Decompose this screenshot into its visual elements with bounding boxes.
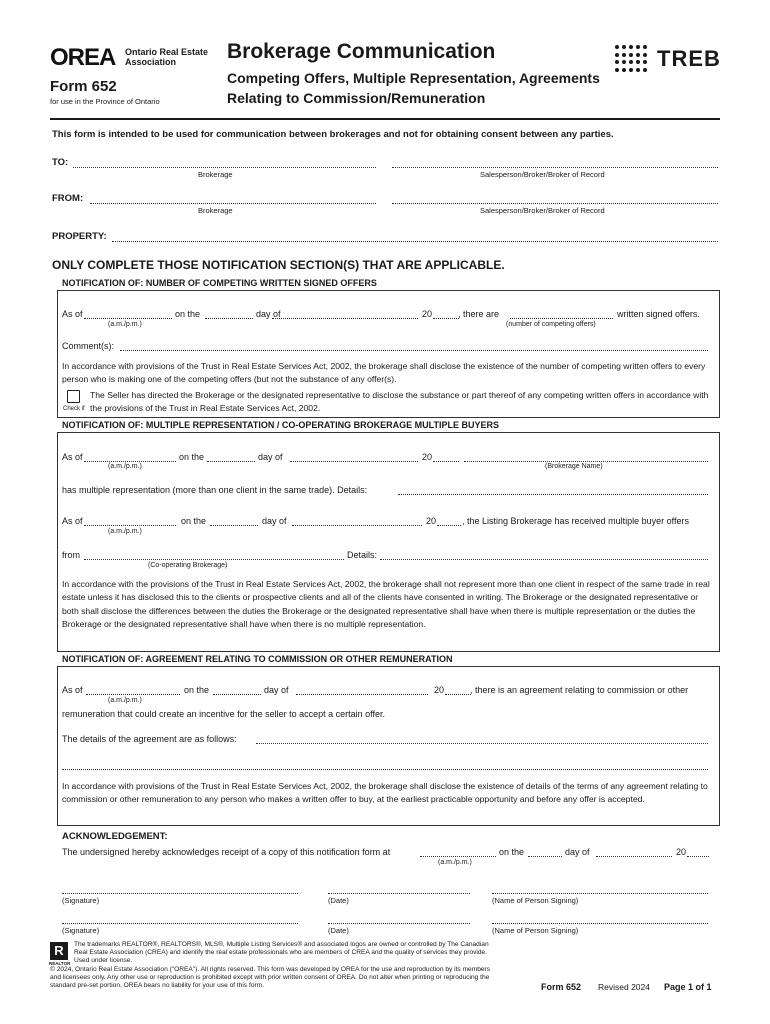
province-note: for use in the Province of Ontario: [50, 97, 160, 106]
form-number: Form 652: [50, 78, 117, 95]
s1-number-field[interactable]: [510, 309, 613, 319]
section2-title: NOTIFICATION OF: MULTIPLE REPRESENTATION / CO-OPERATING BROKERAGE MULTIPLE BUYERS: [62, 420, 499, 430]
s2-has-multiple: has multiple representation (more than one client in the same trade). Details:: [62, 485, 368, 495]
signature-caption-2: (Signature): [62, 926, 100, 935]
ack-year-prefix: 20: [676, 847, 687, 857]
date-caption-2: (Date): [328, 926, 349, 935]
ack-year-field[interactable]: [687, 847, 709, 857]
signature-field-2[interactable]: [62, 914, 298, 924]
s2-day-field-2[interactable]: [210, 516, 258, 526]
s2-details-field-2[interactable]: [380, 550, 708, 560]
footer-revised: Revised 2024: [598, 982, 650, 992]
section3-title: NOTIFICATION OF: AGREEMENT RELATING TO COMMISSION OR OTHER REMUNERATION: [62, 654, 453, 664]
s3-ampm-caption: (a.m./p.m.): [108, 697, 142, 704]
s1-year-field[interactable]: [433, 309, 459, 319]
s1-there-are: , there are: [458, 309, 500, 319]
s2-on-the: on the: [179, 452, 205, 462]
s1-comments-label: Comment(s):: [62, 341, 115, 351]
s2-year-field-2[interactable]: [437, 516, 461, 526]
ack-on-the: on the: [499, 847, 525, 857]
date-field-1[interactable]: [328, 884, 470, 894]
s3-remuneration: remuneration that could create an incentive for the seller to accept a certain offer.: [62, 709, 386, 719]
s2-month-field[interactable]: [290, 452, 418, 462]
treb-wordmark: TREB: [657, 46, 721, 71]
to-brokerage-caption: Brokerage: [198, 170, 233, 179]
s1-check-if: Check if: [63, 406, 85, 412]
s2-brokerage-caption: (Brokerage Name): [545, 463, 603, 470]
s3-paragraph: In accordance with provisions of the Trust in Real Estate Services Act, 2002, the brokerage shall disclose the existence of details of the terms of any agreement relating to commission or other remuneration to any person who makes a written offer to buy, at the earliest practicable opportunity and before any offer is accepted.: [62, 781, 708, 805]
s1-seller-directed-checkbox[interactable]: [67, 390, 80, 403]
s2-ampm-caption: (a.m./p.m.): [108, 463, 142, 470]
from-salesperson-field[interactable]: [392, 194, 718, 204]
s2-as-of-2: As of: [62, 516, 83, 526]
s1-time-field[interactable]: [84, 309, 172, 319]
realtor-logo-icon: R: [50, 942, 68, 960]
s2-as-of: As of: [62, 452, 83, 462]
s2-time-field[interactable]: [84, 452, 176, 462]
name-caption-2: (Name of Person Signing): [492, 926, 579, 935]
s2-coop-brokerage-field[interactable]: [84, 550, 344, 560]
s3-month-field[interactable]: [296, 685, 428, 695]
ack-ampm-caption: (a.m./p.m.): [438, 859, 472, 866]
s2-day-field[interactable]: [207, 452, 255, 462]
s1-day-of: day of: [256, 309, 281, 319]
s1-paragraph: In accordance with provisions of the Trust in Real Estate Services Act, 2002, the brokerage shall disclose the existence of the number of competing written offers to every person who is making one of the competing offers (but not the substance of any offer(s).: [62, 361, 706, 385]
s3-day-of: day of: [264, 685, 289, 695]
s3-details-field-2[interactable]: [62, 760, 708, 770]
ack-time-field[interactable]: [420, 847, 496, 857]
orea-logo: OREA: [50, 44, 116, 71]
s1-written-signed: written signed offers.: [617, 309, 700, 319]
s2-day-of: day of: [258, 452, 283, 462]
s2-details-label: Details:: [347, 550, 378, 560]
s1-day-field[interactable]: [205, 309, 253, 319]
form-title: Brokerage Communication: [227, 40, 496, 63]
ack-title: ACKNOWLEDGEMENT:: [62, 831, 168, 842]
s1-year-prefix: 20: [422, 309, 433, 319]
treb-logo: [615, 45, 721, 73]
treb-dots-icon: [615, 45, 651, 73]
s2-day-of-2: day of: [262, 516, 287, 526]
s3-day-field[interactable]: [213, 685, 261, 695]
from-label: FROM:: [52, 193, 84, 204]
to-salesperson-field[interactable]: [392, 158, 718, 168]
s1-as-of: As of: [62, 309, 83, 319]
s2-year-prefix: 20: [422, 452, 433, 462]
s3-details-label: The details of the agreement are as follows:: [62, 734, 237, 744]
to-label: TO:: [52, 157, 69, 168]
copyright-notice: © 2024, Ontario Real Estate Association ("OREA"). All rights reserved. This form was developed by OREA for the use and reproduction by its members and licensees only. Any other use or reproduction is prohibited except with prior written consent of OREA. Do not alter when printing or reproducing the standard pre-set portion. OREA bears no liability for your use of this form.: [50, 966, 491, 989]
s3-on-the: on the: [184, 685, 210, 695]
s2-from: from: [62, 550, 80, 560]
s2-time-field-2[interactable]: [84, 516, 176, 526]
s1-on-the: on the: [175, 309, 201, 319]
s2-paragraph: In accordance with the provisions of the Trust in Real Estate Services Act, 2002, the brokerage shall not represent more than one client in respect of the same trade in real estate unless it has disclosed this to the clients or prospective clients and all of the clients have consented in writing. The Brokerage or the designated representative or both shall disclose the differences between the duties the Brokerage or the designated representative shall have when there is multiple representation or the duties the Brokerage or the designated representative shall have when there is no multiple representation.: [62, 579, 710, 629]
footer-page-number: Page 1 of 1: [664, 982, 712, 992]
property-label: PROPERTY:: [52, 231, 107, 242]
property-field[interactable]: [112, 232, 718, 242]
ack-text: The undersigned hereby acknowledges receipt of a copy of this notification form at: [62, 847, 391, 857]
s1-comments-field[interactable]: [120, 341, 708, 351]
ack-month-field[interactable]: [596, 847, 672, 857]
s2-brokerage-name-field[interactable]: [464, 452, 708, 462]
s2-on-the-2: on the: [181, 516, 207, 526]
name-field-1[interactable]: [492, 884, 708, 894]
form-subtitle: Competing Offers, Multiple Representation, Agreements Relating to Commission/Remuneration: [227, 70, 600, 106]
realtor-caption: REALTOR: [49, 961, 71, 966]
ack-day-of: day of: [565, 847, 590, 857]
s2-ampm-caption-2: (a.m./p.m.): [108, 528, 142, 535]
from-brokerage-field[interactable]: [90, 194, 376, 204]
date-field-2[interactable]: [328, 914, 470, 924]
signature-field-1[interactable]: [62, 884, 298, 894]
s2-details-field[interactable]: [398, 485, 708, 495]
signature-caption-1: (Signature): [62, 896, 100, 905]
s2-listing-has: , the Listing Brokerage has received multiple buyer offers: [462, 516, 689, 526]
to-salesperson-caption: Salesperson/Broker/Broker of Record: [480, 170, 605, 179]
s2-month-field-2[interactable]: [292, 516, 422, 526]
s3-time-field[interactable]: [86, 685, 180, 695]
to-brokerage-field[interactable]: [73, 158, 376, 168]
ack-day-field[interactable]: [528, 847, 562, 857]
s2-coop-caption: (Co-operating Brokerage): [148, 562, 228, 569]
s2-year-field[interactable]: [433, 452, 459, 462]
from-salesperson-caption: Salesperson/Broker/Broker of Record: [480, 206, 605, 215]
from-brokerage-caption: Brokerage: [198, 206, 233, 215]
date-caption-1: (Date): [328, 896, 349, 905]
footer-form-number: Form 652: [541, 982, 582, 992]
s3-details-field[interactable]: [256, 734, 708, 744]
name-field-2[interactable]: [492, 914, 708, 924]
intro-text: This form is intended to be used for communication between brokerages and not for obtaining consent between any parties.: [52, 129, 614, 140]
s3-there-is: , there is an agreement relating to commission or other: [470, 685, 689, 695]
s1-number-caption: (number of competing offers): [506, 321, 596, 328]
s3-year-field[interactable]: [445, 685, 471, 695]
s3-as-of: As of: [62, 685, 83, 695]
s3-year-prefix: 20: [434, 685, 445, 695]
s2-year-prefix-2: 20: [426, 516, 437, 526]
association-name: Ontario Real Estate Association: [125, 47, 209, 67]
s1-ampm-caption: (a.m./p.m.): [108, 321, 142, 328]
section1-title: NOTIFICATION OF: NUMBER OF COMPETING WRITTEN SIGNED OFFERS: [62, 278, 377, 288]
trademark-notice: The trademarks REALTOR®, REALTORS®, MLS®, Multiple Listing Services® and associated logos are owned or controlled by The Canadian Real Estate Association (CREA) and identify the real estate professionals who are members of CREA and the quality of services they provide. Used under license.: [74, 941, 489, 964]
applicable-heading: ONLY COMPLETE THOSE NOTIFICATION SECTION(S) THAT ARE APPLICABLE.: [52, 258, 505, 272]
name-caption-1: (Name of Person Signing): [492, 896, 579, 905]
s1-seller-directed-text: The Seller has directed the Brokerage or the designated representative to disclose the substance or part thereof of any competing written offers in accordance with the provisions of the Trust in Real Estate Services Act, 2002.: [90, 390, 709, 414]
s1-month-field[interactable]: [272, 309, 418, 319]
header-divider: [50, 118, 720, 120]
